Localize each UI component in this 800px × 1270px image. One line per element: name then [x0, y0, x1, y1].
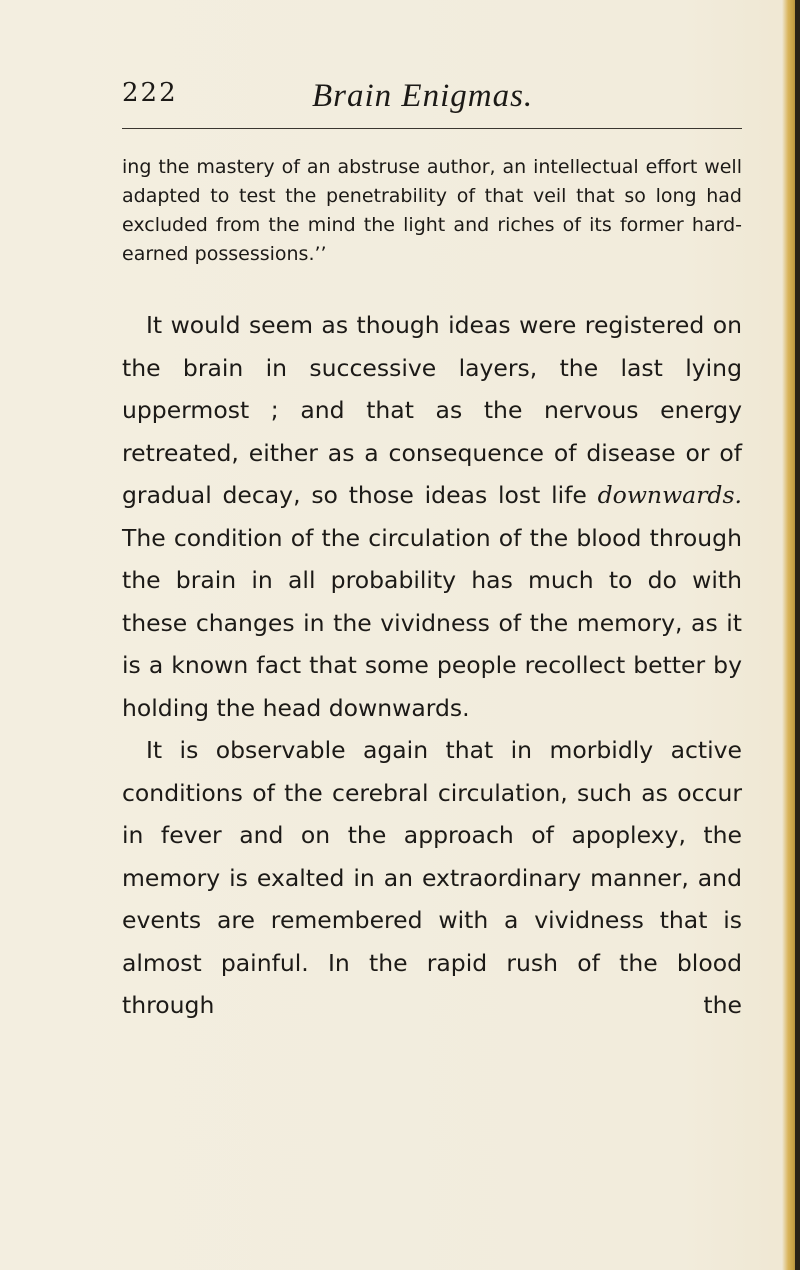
page-edge-shadow	[795, 0, 800, 1270]
header-rule	[122, 128, 742, 129]
body-text	[122, 304, 742, 1027]
running-header	[122, 78, 742, 122]
paragraph-1	[122, 304, 742, 729]
emphasis-text: downwards.	[597, 481, 742, 509]
quote-continuation: ing the mastery of an abstruse author, an intellectual effort well adapted to test the penetrability of that veil that so long had excluded from the mind the light and riches of its former hard-earned possessions.’’	[122, 156, 742, 265]
paragraph-2-text: It is observable again that in morbidly active conditions of the cerebral circulation, such as occur in fever and on the approach of apoplexy, the memory is exalted in an extraordinary manner, and events are remembered with a vividness that is almost painful. In the rapid rush of the blood through the	[122, 736, 742, 1019]
paragraph-1-text: It would seem as though ideas were registered on the brain in successive layers, the last lying uppermost ; and that as the nervous energy retreated, either as a consequence of disease or of gradual decay, so those ideas lost life	[122, 311, 742, 509]
paragraph-2	[122, 729, 742, 1027]
paragraph-1-continuation: The condition of the circulation of the blood through the brain in all probability has much to do with these changes in the vividness of the memory, as it is a known fact that some people recollect better by holding the head downwards.	[122, 523, 742, 722]
running-title: Brain Enigmas.	[312, 78, 534, 114]
page-number: 222	[122, 78, 178, 108]
